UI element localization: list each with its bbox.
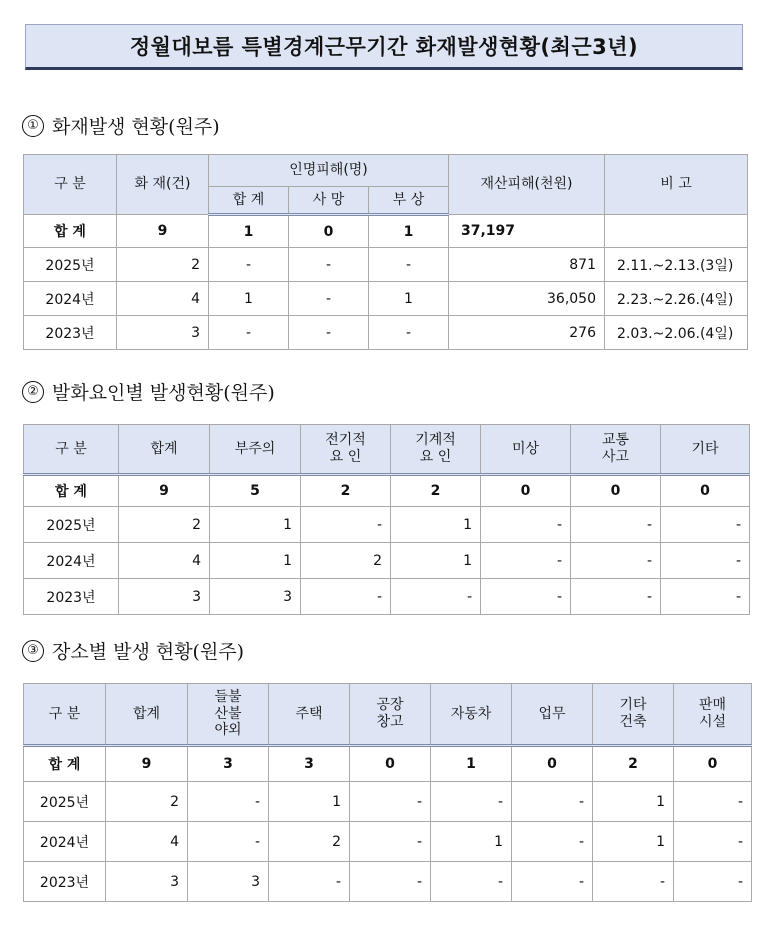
row-label: 2023년 — [24, 862, 106, 902]
table-cell: - — [674, 862, 752, 902]
table-cell: - — [571, 543, 661, 579]
table-cell: - — [674, 782, 752, 822]
column-header: 기타 — [661, 425, 750, 475]
column-header: 부주의 — [210, 425, 301, 475]
header-category: 구 분 — [24, 155, 117, 215]
table-cell: 0 — [512, 746, 593, 782]
table-cell: 2 — [119, 507, 210, 543]
fire-status-table — [23, 154, 748, 350]
table-cell: 2.23.~2.26.(4일) — [605, 282, 748, 316]
table-cell: - — [661, 507, 750, 543]
table-cell: 2 — [106, 782, 188, 822]
column-header: 합계 — [106, 684, 188, 746]
table-cell: 276 — [449, 316, 605, 350]
column-header: 기계적 요 인 — [391, 425, 481, 475]
header-death: 사 망 — [289, 187, 369, 215]
table-cell: 3 — [106, 862, 188, 902]
table-cell: 1 — [593, 822, 674, 862]
section-title-cause-status — [22, 378, 275, 405]
table-cell: 1 — [431, 746, 512, 782]
table-cell: 2 — [301, 475, 391, 507]
table-cell: - — [350, 822, 431, 862]
section-title-location-status — [22, 637, 244, 664]
table-cell: 871 — [449, 248, 605, 282]
table-cell: 1 — [369, 282, 449, 316]
table-cell: 3 — [117, 316, 209, 350]
table-cell: - — [188, 822, 269, 862]
table-cell: 37,197 — [449, 215, 605, 248]
column-header: 합계 — [119, 425, 210, 475]
table-cell: 4 — [119, 543, 210, 579]
section-label: 장소별 발생 현황(원주) — [52, 641, 245, 663]
section-number: ② — [22, 381, 44, 403]
header-casualties: 인명피해(명) — [209, 155, 449, 187]
header-property-damage: 재산피해(천원) — [449, 155, 605, 215]
table-cell: - — [481, 579, 571, 615]
table-row — [24, 822, 752, 862]
table-cell: - — [209, 316, 289, 350]
table-cell: - — [391, 579, 481, 615]
table-cell: - — [674, 822, 752, 862]
table-cell: 0 — [571, 475, 661, 507]
table-row — [24, 579, 750, 615]
table-row — [24, 248, 748, 282]
table-cell: 3 — [119, 579, 210, 615]
table-cell: 1 — [593, 782, 674, 822]
column-header: 판매 시설 — [674, 684, 752, 746]
column-header: 자동차 — [431, 684, 512, 746]
header-casualty-total: 합 계 — [209, 187, 289, 215]
table-cell: 0 — [289, 215, 369, 248]
column-header: 들불 산불 야외 — [188, 684, 269, 746]
table-cell: 3 — [188, 862, 269, 902]
table-cell: 0 — [661, 475, 750, 507]
header-fires: 화 재(건) — [117, 155, 209, 215]
table-cell: 4 — [106, 822, 188, 862]
table-cell: 2 — [269, 822, 350, 862]
table-cell: - — [289, 282, 369, 316]
row-label: 2023년 — [24, 316, 117, 350]
column-header: 구 분 — [24, 425, 119, 475]
table-cell: - — [431, 782, 512, 822]
table-cell: 2 — [301, 543, 391, 579]
table-cell: - — [512, 862, 593, 902]
total-row — [24, 215, 748, 248]
table-cell: 2 — [391, 475, 481, 507]
table-cell: - — [289, 316, 369, 350]
table-cell: 0 — [481, 475, 571, 507]
table-cell: - — [369, 248, 449, 282]
table-cell: 1 — [209, 282, 289, 316]
table-cell: 9 — [117, 215, 209, 248]
table-cell: 1 — [391, 543, 481, 579]
page-title: 정월대보름 특별경계근무기간 화재발생현황(최근3년) — [25, 24, 743, 70]
column-header: 기타 건축 — [593, 684, 674, 746]
row-label: 2025년 — [24, 782, 106, 822]
table-cell: 3 — [269, 746, 350, 782]
row-label: 2024년 — [24, 543, 119, 579]
section-title-fire-status — [22, 112, 220, 139]
table-cell — [605, 215, 748, 248]
table-cell: 2.11.~2.13.(3일) — [605, 248, 748, 282]
table-cell: 1 — [210, 543, 301, 579]
row-label: 합 계 — [24, 746, 106, 782]
column-header: 주택 — [269, 684, 350, 746]
table-row — [24, 316, 748, 350]
table-cell: - — [369, 316, 449, 350]
table-cell: - — [431, 862, 512, 902]
table-cell: - — [269, 862, 350, 902]
table-cell: - — [661, 543, 750, 579]
section-number: ③ — [22, 640, 44, 662]
table-cell: 1 — [391, 507, 481, 543]
row-label: 2023년 — [24, 579, 119, 615]
table-cell: 3 — [188, 746, 269, 782]
total-row — [24, 475, 750, 507]
table-row — [24, 543, 750, 579]
table-cell: 3 — [210, 579, 301, 615]
table-cell: 0 — [674, 746, 752, 782]
row-label: 2025년 — [24, 507, 119, 543]
table-cell: - — [481, 543, 571, 579]
table-cell: - — [512, 782, 593, 822]
row-label: 2025년 — [24, 248, 117, 282]
table-cell: 36,050 — [449, 282, 605, 316]
section-label: 화재발생 현황(원주) — [52, 116, 220, 138]
table-cell: 4 — [117, 282, 209, 316]
row-label: 2024년 — [24, 822, 106, 862]
table-cell: 1 — [269, 782, 350, 822]
table-cell: 5 — [210, 475, 301, 507]
row-label: 합 계 — [24, 475, 119, 507]
table-cell: 1 — [431, 822, 512, 862]
table-cell: - — [481, 507, 571, 543]
table-cell: 2.03.~2.06.(4일) — [605, 316, 748, 350]
table-cell: - — [350, 862, 431, 902]
column-header: 미상 — [481, 425, 571, 475]
table-cell: - — [289, 248, 369, 282]
table-row — [24, 282, 748, 316]
table-cell: 1 — [210, 507, 301, 543]
row-label: 합 계 — [24, 215, 117, 248]
table-cell: 1 — [209, 215, 289, 248]
table-cell: - — [350, 782, 431, 822]
column-header: 구 분 — [24, 684, 106, 746]
location-status-table — [23, 683, 752, 902]
total-row — [24, 746, 752, 782]
table-cell: 2 — [593, 746, 674, 782]
table-cell: - — [661, 579, 750, 615]
cause-status-table — [23, 424, 750, 615]
table-cell: 1 — [369, 215, 449, 248]
table-cell: 9 — [106, 746, 188, 782]
table-cell: 9 — [119, 475, 210, 507]
table-cell: - — [188, 782, 269, 822]
header-note: 비 고 — [605, 155, 748, 215]
table-cell: 0 — [350, 746, 431, 782]
table-cell: - — [593, 862, 674, 902]
table-cell: - — [512, 822, 593, 862]
section-number: ① — [22, 115, 44, 137]
section-label: 발화요인별 발생현황(원주) — [52, 382, 275, 404]
row-label: 2024년 — [24, 282, 117, 316]
table-row — [24, 507, 750, 543]
column-header: 교통 사고 — [571, 425, 661, 475]
column-header: 전기적 요 인 — [301, 425, 391, 475]
table-cell: - — [571, 507, 661, 543]
column-header: 공장 창고 — [350, 684, 431, 746]
table-cell: 2 — [117, 248, 209, 282]
column-header: 업무 — [512, 684, 593, 746]
table-cell: - — [209, 248, 289, 282]
table-row — [24, 782, 752, 822]
table-cell: - — [301, 579, 391, 615]
table-cell: - — [571, 579, 661, 615]
header-injury: 부 상 — [369, 187, 449, 215]
table-row — [24, 862, 752, 902]
table-cell: - — [301, 507, 391, 543]
